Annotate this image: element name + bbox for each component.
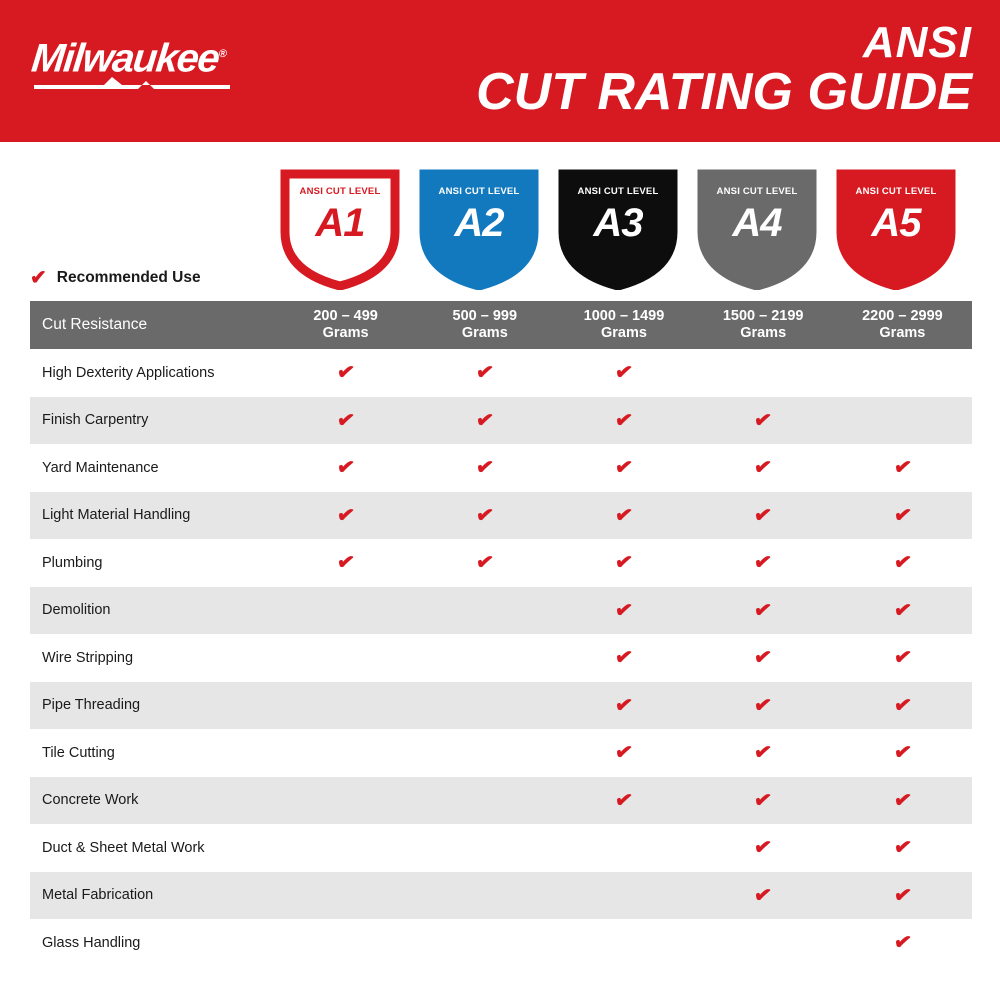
table-header-row: [30, 301, 972, 349]
check-icon: ✔: [30, 267, 47, 289]
cell-3: [554, 539, 693, 587]
row-label: Plumbing: [30, 539, 276, 587]
cell-4: [694, 824, 833, 872]
row-label: Pipe Threading: [30, 682, 276, 730]
row-label: Demolition: [30, 587, 276, 635]
check-icon: ✔: [752, 597, 774, 623]
cell-2: [415, 539, 554, 587]
page-title: [476, 18, 972, 121]
row-label: Glass Handling: [30, 919, 276, 967]
cell-4: [694, 682, 833, 730]
cell-5: [833, 919, 972, 967]
cell-5: [833, 634, 972, 682]
row-label: Concrete Work: [30, 777, 276, 825]
cell-2: [415, 444, 554, 492]
cell-1: [276, 777, 415, 825]
header-col-a4-unit: Grams: [740, 325, 787, 341]
cell-1: [276, 539, 415, 587]
cell-3: [554, 587, 693, 635]
check-icon: ✔: [335, 359, 356, 386]
check-icon: ✔: [752, 882, 774, 908]
check-icon: ✔: [613, 502, 635, 528]
header-col-a1-unit: Grams: [322, 325, 369, 341]
cell-1: [276, 872, 415, 920]
cell-1: [276, 919, 415, 967]
check-icon: ✔: [752, 645, 774, 671]
table-row: [30, 539, 972, 587]
cut-level-shields: [279, 168, 971, 296]
table-row: [30, 492, 972, 540]
cell-2: [415, 587, 554, 635]
cell-5: [833, 539, 972, 587]
cell-4: [694, 634, 833, 682]
check-icon: ✔: [613, 787, 635, 813]
header-col-a4: [694, 301, 833, 349]
cell-1: [276, 729, 415, 777]
logo-brand-text: Milwaukee: [29, 36, 221, 81]
cut-rating-table-wrapper: [30, 301, 972, 967]
cell-2: [415, 919, 554, 967]
header-col-a4-range: 1500 – 2199: [722, 308, 804, 325]
header-col-a3-range: 1000 – 1499: [583, 308, 665, 325]
cell-4: [694, 397, 833, 445]
row-label: Tile Cutting: [30, 729, 276, 777]
shield-a5-level: A5: [871, 201, 921, 245]
cell-1: [276, 634, 415, 682]
check-icon: ✔: [892, 692, 913, 718]
check-icon: ✔: [613, 740, 635, 766]
cell-3: [554, 349, 693, 397]
check-icon: ✔: [892, 930, 913, 956]
shield-a3-level: A3: [593, 201, 643, 245]
check-icon: ✔: [892, 835, 913, 861]
row-label: Wire Stripping: [30, 634, 276, 682]
cell-4: [694, 349, 833, 397]
check-icon: ✔: [613, 455, 635, 481]
recommended-use-label: Recommended Use: [56, 269, 201, 286]
check-icon: ✔: [892, 455, 913, 481]
cell-2: [415, 682, 554, 730]
table-row: [30, 349, 972, 397]
check-icon: ✔: [892, 597, 913, 623]
cell-2: [415, 777, 554, 825]
header-col-a3: [554, 301, 693, 349]
check-icon: ✔: [752, 455, 774, 481]
header-col-a5-range: 2200 – 2999: [862, 308, 943, 325]
cut-rating-table: [30, 301, 972, 967]
page-title-line1: ANSI: [862, 18, 972, 67]
check-icon: ✔: [892, 882, 913, 908]
header-col-a2: [415, 301, 554, 349]
cell-3: [554, 729, 693, 777]
row-label: High Dexterity Applications: [30, 349, 276, 397]
row-label: Light Material Handling: [30, 492, 276, 540]
cell-3: [554, 919, 693, 967]
cell-5: [833, 682, 972, 730]
cell-5: [833, 397, 972, 445]
cell-1: [276, 349, 415, 397]
check-icon: ✔: [474, 502, 496, 528]
check-icon: ✔: [892, 550, 913, 576]
check-icon: ✔: [752, 835, 774, 861]
shield-a2: [418, 168, 540, 290]
cell-4: [694, 777, 833, 825]
cell-5: [833, 349, 972, 397]
shield-a5: [835, 168, 957, 290]
check-icon: ✔: [892, 502, 913, 528]
shield-a1-level: A1: [315, 201, 365, 245]
shield-a3-caption: ANSI CUT LEVEL: [577, 186, 659, 197]
cell-5: [833, 587, 972, 635]
table-row: [30, 919, 972, 967]
cell-3: [554, 444, 693, 492]
shield-a3: [557, 168, 679, 290]
cell-1: [276, 444, 415, 492]
header-cut-resistance: Cut Resistance: [30, 301, 276, 349]
cell-3: [554, 397, 693, 445]
check-icon: ✔: [892, 645, 913, 671]
check-icon: ✔: [752, 407, 774, 433]
cell-1: [276, 492, 415, 540]
table-body: [30, 349, 972, 967]
shield-a1-caption: ANSI CUT LEVEL: [299, 186, 381, 197]
cell-4: [694, 587, 833, 635]
lightning-bolt-icon: [34, 74, 230, 90]
check-icon: ✔: [335, 550, 356, 576]
shield-a1: [279, 168, 401, 290]
check-icon: ✔: [474, 455, 496, 481]
cell-4: [694, 492, 833, 540]
row-label: Yard Maintenance: [30, 444, 276, 492]
row-label: Finish Carpentry: [30, 397, 276, 445]
check-icon: ✔: [752, 787, 774, 813]
cell-1: [276, 587, 415, 635]
table-row: [30, 777, 972, 825]
cell-2: [415, 729, 554, 777]
check-icon: ✔: [613, 597, 635, 623]
check-icon: ✔: [335, 502, 356, 528]
check-icon: ✔: [474, 359, 496, 386]
check-icon: ✔: [892, 787, 913, 813]
cell-5: [833, 492, 972, 540]
cell-3: [554, 824, 693, 872]
cell-1: [276, 824, 415, 872]
check-icon: ✔: [613, 407, 635, 433]
table-row: [30, 634, 972, 682]
table-row: [30, 587, 972, 635]
header-col-a3-unit: Grams: [601, 325, 647, 341]
shield-a4: [696, 168, 818, 290]
row-label: Metal Fabrication: [30, 872, 276, 920]
check-icon: ✔: [335, 407, 356, 433]
check-icon: ✔: [752, 740, 774, 766]
check-icon: ✔: [613, 359, 635, 386]
check-icon: ✔: [752, 550, 774, 576]
cell-2: [415, 397, 554, 445]
header-col-a5: [833, 301, 972, 349]
header-col-a2-unit: Grams: [461, 325, 508, 341]
cell-5: [833, 872, 972, 920]
table-row: [30, 872, 972, 920]
row-label: Duct & Sheet Metal Work: [30, 824, 276, 872]
check-icon: ✔: [474, 407, 496, 433]
cell-3: [554, 777, 693, 825]
logo-wordmark: [29, 34, 235, 81]
cell-2: [415, 634, 554, 682]
check-icon: ✔: [752, 692, 774, 718]
header-col-a1-range: 200 – 499: [313, 308, 378, 325]
check-icon: ✔: [474, 550, 496, 576]
shield-a4-level: A4: [732, 201, 782, 245]
header-col-a5-unit: Grams: [879, 325, 926, 341]
cell-5: [833, 777, 972, 825]
page-title-line2: CUT RATING GUIDE: [476, 62, 972, 121]
table-row: [30, 444, 972, 492]
check-icon: ✔: [892, 740, 913, 766]
cell-5: [833, 444, 972, 492]
milwaukee-logo: [29, 34, 232, 96]
cell-1: [276, 397, 415, 445]
table-row: [30, 729, 972, 777]
header-col-a2-range: 500 – 999: [452, 308, 518, 325]
check-icon: ✔: [752, 502, 774, 528]
cell-4: [694, 919, 833, 967]
recommended-use-legend: [30, 268, 201, 288]
cell-2: [415, 872, 554, 920]
cell-2: [415, 492, 554, 540]
cell-4: [694, 729, 833, 777]
logo-registered-mark: ®: [218, 48, 228, 60]
page-header: [0, 0, 1000, 142]
cell-3: [554, 634, 693, 682]
cell-1: [276, 682, 415, 730]
table-row: [30, 824, 972, 872]
check-icon: ✔: [335, 455, 356, 481]
table-row: [30, 397, 972, 445]
shield-a2-level: A2: [454, 201, 504, 245]
cell-5: [833, 729, 972, 777]
cell-4: [694, 539, 833, 587]
table-row: [30, 682, 972, 730]
cell-5: [833, 824, 972, 872]
check-icon: ✔: [613, 550, 635, 576]
check-icon: ✔: [613, 692, 635, 718]
cell-3: [554, 872, 693, 920]
table-head: [30, 301, 972, 349]
shield-a2-caption: ANSI CUT LEVEL: [438, 186, 520, 197]
cell-4: [694, 444, 833, 492]
cell-2: [415, 824, 554, 872]
cell-3: [554, 492, 693, 540]
check-icon: ✔: [613, 645, 635, 671]
shield-a5-caption: ANSI CUT LEVEL: [855, 186, 937, 197]
shield-a4-caption: ANSI CUT LEVEL: [716, 186, 798, 197]
cell-4: [694, 872, 833, 920]
header-col-a1: [276, 301, 415, 349]
cell-3: [554, 682, 693, 730]
cell-2: [415, 349, 554, 397]
